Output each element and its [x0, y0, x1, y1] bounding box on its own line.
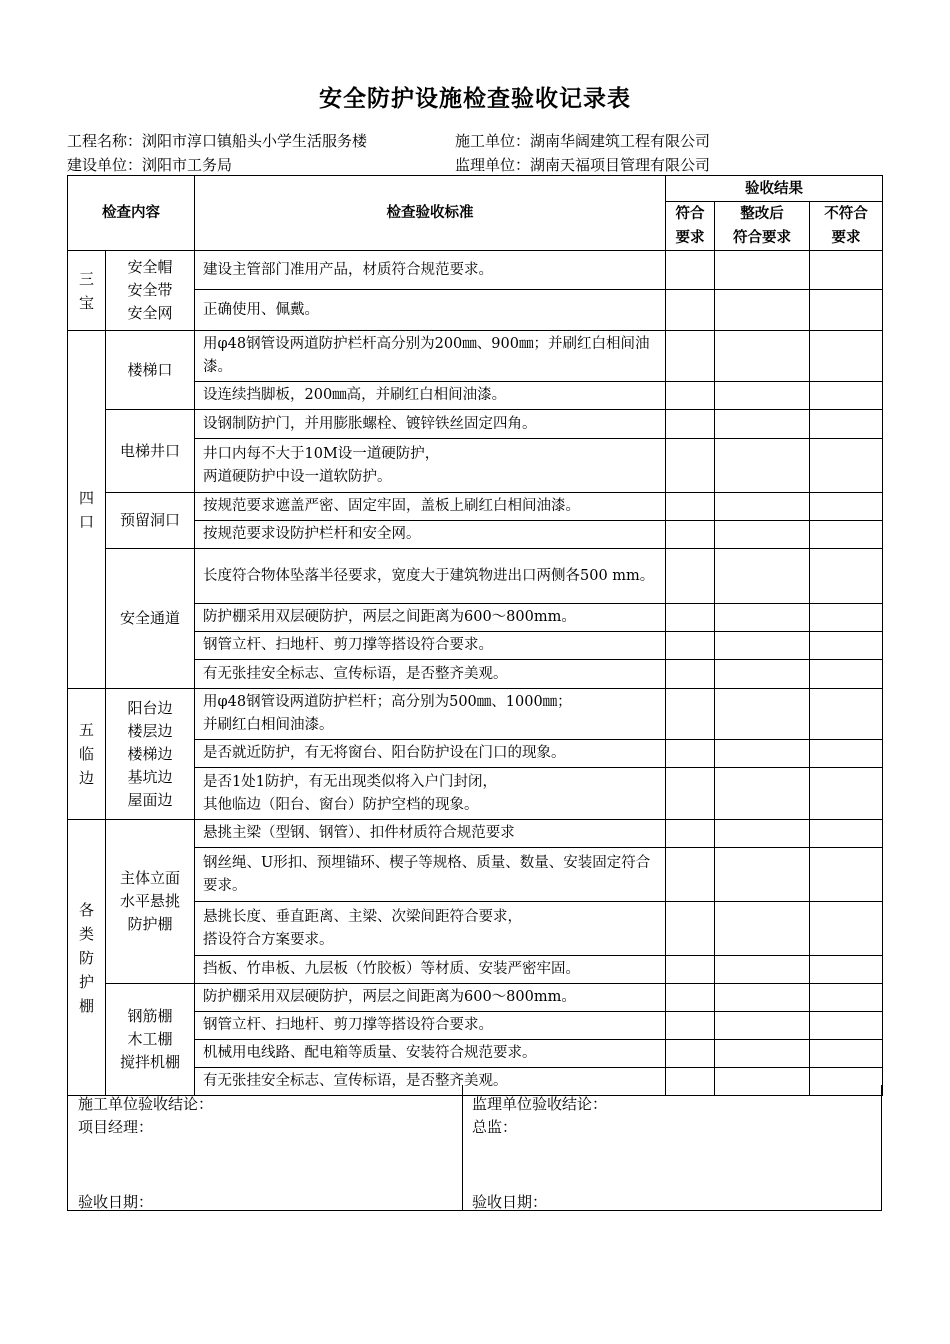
standard-item: 设钢制防护门，并用膨胀螺栓、镀锌铁丝固定四角。 — [195, 410, 666, 439]
conclusion-section — [67, 1085, 882, 1211]
check-cell-fail[interactable] — [810, 1012, 883, 1040]
standard-item: 有无张挂安全标志、宣传标语，是否整齐美观。 — [195, 660, 666, 689]
header-fail: 不符合 要求 — [810, 202, 883, 251]
check-cell-fixed[interactable] — [715, 493, 810, 521]
check-cell-pass[interactable] — [666, 290, 715, 331]
standard-item: 有无张挂安全标志、宣传标语，是否整齐美观。 — [195, 1068, 666, 1096]
check-cell-pass[interactable] — [666, 768, 715, 820]
check-cell-fixed[interactable] — [715, 521, 810, 549]
subcategory-stairs: 楼梯口 — [106, 331, 195, 410]
check-cell-fixed[interactable] — [715, 290, 810, 331]
check-cell-pass[interactable] — [666, 740, 715, 768]
standard-item: 机械用电线路、配电箱等质量、安装符合规范要求。 — [195, 1040, 666, 1068]
check-cell-fixed[interactable] — [715, 382, 810, 410]
check-cell-pass[interactable] — [666, 820, 715, 848]
check-cell-fixed[interactable] — [715, 251, 810, 290]
check-cell-fixed[interactable] — [715, 660, 810, 689]
standard-item: 按规范要求遮盖严密、固定牢固，盖板上刷红白相间油漆。 — [195, 493, 666, 521]
check-cell-fail[interactable] — [810, 549, 883, 604]
check-cell-fixed[interactable] — [715, 1012, 810, 1040]
page-title: 安全防护设施检查验收记录表 — [319, 86, 631, 112]
standard-item: 长度符合物体坠落半径要求，宽度大于建筑物进出口两侧各500 mm。 — [195, 549, 666, 604]
category-sikou: 四 口 — [68, 331, 106, 689]
standard-item: 防护棚采用双层硬防护，两层之间距离为600～800mm。 — [195, 604, 666, 632]
check-cell-fail[interactable] — [810, 848, 883, 902]
check-cell-fail[interactable] — [810, 290, 883, 331]
construction-date-label: 验收日期： — [78, 1193, 154, 1211]
check-cell-fail[interactable] — [810, 331, 883, 382]
check-cell-fixed[interactable] — [715, 768, 810, 820]
check-cell-pass[interactable] — [666, 1012, 715, 1040]
standard-item: 按规范要求设防护栏杆和安全网。 — [195, 521, 666, 549]
check-cell-pass[interactable] — [666, 1040, 715, 1068]
check-cell-fixed[interactable] — [715, 410, 810, 439]
check-cell-pass[interactable] — [666, 410, 715, 439]
check-cell-fixed[interactable] — [715, 902, 810, 956]
standard-item: 井口内每不大于10M设一道硬防护， 两道硬防护中设一道软防护。 — [195, 439, 666, 493]
category-fanghupeng: 各 类 防 护 棚 — [68, 820, 106, 1096]
check-cell-fixed[interactable] — [715, 632, 810, 660]
project-name: 工程名称：浏阳市淳口镇船头小学生活服务楼 — [67, 132, 368, 150]
standard-item: 是否就近防护，有无将窗台、阳台防护设在门口的现象。 — [195, 740, 666, 768]
category-sanbao: 三 宝 — [68, 251, 106, 331]
subcategory-hole: 预留洞口 — [106, 493, 195, 549]
inspection-table — [67, 175, 883, 1096]
check-cell-fail[interactable] — [810, 439, 883, 493]
subcategory-edges: 阳台边 楼层边 楼梯边 基坑边 屋面边 — [106, 689, 195, 820]
check-cell-fixed[interactable] — [715, 1040, 810, 1068]
check-cell-pass[interactable] — [666, 382, 715, 410]
supervision-unit: 监理单位：湖南天福项目管理有限公司 — [455, 156, 711, 174]
supervision-conclusion-label: 监理单位验收结论： — [472, 1095, 608, 1113]
chief-supervisor-label: 总监： — [472, 1118, 518, 1136]
owner-unit: 建设单位：浏阳市工务局 — [67, 156, 233, 174]
standard-item: 用φ48钢管设两道防护栏杆；高分别为500㎜、1000㎜； 并刷红白相间油漆。 — [195, 689, 666, 740]
check-cell-fixed[interactable] — [715, 604, 810, 632]
check-cell-fail[interactable] — [810, 984, 883, 1012]
check-cell-fail[interactable] — [810, 956, 883, 984]
check-cell-pass[interactable] — [666, 549, 715, 604]
header-pass-after-fix: 整改后 符合要求 — [715, 202, 810, 251]
subcategory-shed: 钢筋棚 木工棚 搅拌机棚 — [106, 984, 195, 1096]
check-cell-fail[interactable] — [810, 382, 883, 410]
check-cell-pass[interactable] — [666, 251, 715, 290]
check-cell-fixed[interactable] — [715, 956, 810, 984]
standard-item: 挡板、竹串板、九层板（竹胶板）等材质、安装严密牢固。 — [195, 956, 666, 984]
subcategory-passage: 安全通道 — [106, 549, 195, 689]
check-cell-pass[interactable] — [666, 521, 715, 549]
standard-item: 用φ48钢管设两道防护栏杆高分别为200㎜、900㎜；并刷红白相间油漆。 — [195, 331, 666, 382]
subcategory-cantilever: 主体立面 水平悬挑 防护棚 — [106, 820, 195, 984]
check-cell-fixed[interactable] — [715, 740, 810, 768]
check-cell-fixed[interactable] — [715, 439, 810, 493]
check-cell-fail[interactable] — [810, 604, 883, 632]
check-cell-pass[interactable] — [666, 632, 715, 660]
standard-item: 是否1处1防护，有无出现类似将入户门封闭， 其他临边（阳台、窗台）防护空档的现象。 — [195, 768, 666, 820]
check-cell-fail[interactable] — [810, 521, 883, 549]
check-cell-fixed[interactable] — [715, 984, 810, 1012]
check-cell-fail[interactable] — [810, 251, 883, 290]
project-manager-label: 项目经理： — [78, 1118, 154, 1136]
construction-unit: 施工单位：湖南华阔建筑工程有限公司 — [455, 132, 711, 150]
construction-conclusion-label: 施工单位验收结论： — [78, 1095, 214, 1113]
standard-item: 悬挑长度、垂直距离、主梁、次梁间距符合要求， 搭设符合方案要求。 — [195, 902, 666, 956]
subcategory-elevator: 电梯井口 — [106, 410, 195, 493]
check-cell-fixed[interactable] — [715, 549, 810, 604]
standard-item: 钢丝绳、U形扣、预埋锚环、楔子等规格、质量、数量、安装固定符合要求。 — [195, 848, 666, 902]
check-cell-pass[interactable] — [666, 331, 715, 382]
header-pass: 符合 要求 — [666, 202, 715, 251]
check-cell-pass[interactable] — [666, 689, 715, 740]
check-cell-pass[interactable] — [666, 902, 715, 956]
standard-item: 防护棚采用双层硬防护，两层之间距离为600～800mm。 — [195, 984, 666, 1012]
standard-item: 钢管立杆、扫地杆、剪刀撑等搭设符合要求。 — [195, 632, 666, 660]
standard-item: 正确使用、佩戴。 — [195, 290, 666, 331]
check-cell-pass[interactable] — [666, 604, 715, 632]
check-cell-fail[interactable] — [810, 768, 883, 820]
check-cell-fail[interactable] — [810, 493, 883, 521]
standard-item: 钢管立杆、扫地杆、剪刀撑等搭设符合要求。 — [195, 1012, 666, 1040]
check-cell-fail[interactable] — [810, 410, 883, 439]
standard-item: 设连续挡脚板，200㎜高，并刷红白相间油漆。 — [195, 382, 666, 410]
supervision-date-label: 验收日期： — [472, 1193, 548, 1211]
check-cell-fixed[interactable] — [715, 848, 810, 902]
check-cell-pass[interactable] — [666, 493, 715, 521]
check-cell-fail[interactable] — [810, 820, 883, 848]
check-cell-fixed[interactable] — [715, 820, 810, 848]
check-cell-fixed[interactable] — [715, 689, 810, 740]
check-cell-fail[interactable] — [810, 660, 883, 689]
check-cell-fail[interactable] — [810, 902, 883, 956]
subcategory-sanbao: 安全帽 安全带 安全网 — [106, 251, 195, 331]
check-cell-pass[interactable] — [666, 956, 715, 984]
header-result: 验收结果 — [666, 176, 883, 202]
standard-item: 悬挑主梁（型钢、钢管）、扣件材质符合规范要求 — [195, 820, 666, 848]
check-cell-fixed[interactable] — [715, 331, 810, 382]
header-standard: 检查验收标准 — [195, 176, 666, 251]
conclusion-divider — [462, 1085, 463, 1210]
check-cell-fail[interactable] — [810, 689, 883, 740]
standard-item: 建设主管部门准用产品，材质符合规范要求。 — [195, 251, 666, 290]
check-cell-fail[interactable] — [810, 740, 883, 768]
check-cell-fail[interactable] — [810, 1040, 883, 1068]
header-content: 检查内容 — [68, 176, 195, 251]
check-cell-fail[interactable] — [810, 632, 883, 660]
check-cell-pass[interactable] — [666, 984, 715, 1012]
check-cell-pass[interactable] — [666, 660, 715, 689]
check-cell-pass[interactable] — [666, 848, 715, 902]
category-wulinbian: 五 临 边 — [68, 689, 106, 820]
check-cell-pass[interactable] — [666, 439, 715, 493]
